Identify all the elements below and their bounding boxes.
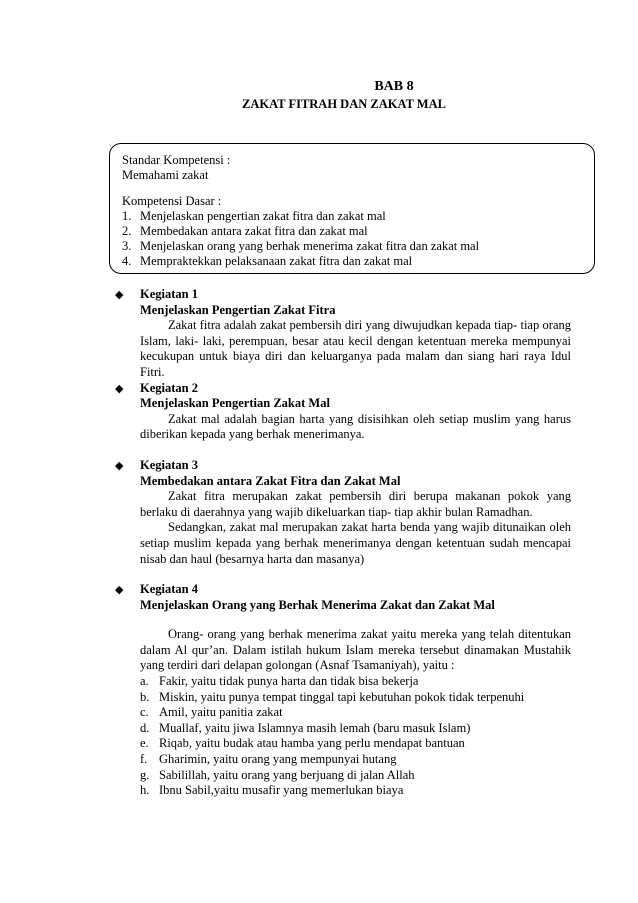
list-item xyxy=(140,690,571,706)
item-text: Membedakan antara zakat fitra dan zakat mal xyxy=(140,224,368,238)
item-text: Fakir, yaitu tidak punya harta dan tidak bisa bekerja xyxy=(159,674,419,689)
list-item xyxy=(140,752,571,768)
item-text: Mempraktekkan pelaksanaan zakat fitra dan zakat mal xyxy=(140,254,413,268)
item-number: 2. xyxy=(122,224,132,238)
activity-title: Kegiatan 3 xyxy=(140,457,198,472)
activity-3 xyxy=(115,458,571,567)
activity-subtitle: Menjelaskan Pengertian Zakat Mal xyxy=(140,396,330,411)
standard-competency-label: Standar Kompetensi : xyxy=(122,153,231,167)
item-text: Amil, yaitu panitia zakat xyxy=(159,705,283,720)
item-number: 1. xyxy=(122,209,132,223)
activities-content xyxy=(115,287,571,799)
activity-1 xyxy=(115,287,571,381)
list-item xyxy=(122,224,582,239)
activity-paragraph: Zakat fitra adalah zakat pembersih diri yang diwujudkan kepada tiap- tiap orang Islam, laki- laki, perempuan, besar atau kecil dengan ketentuan mereka mempunyai kecukupan untuk biaya diri dan keluarganya pada malam dan siang hari raya Idul Fitri. xyxy=(140,318,571,379)
list-item xyxy=(140,783,571,799)
basic-competency-label: Kompetensi Dasar : xyxy=(122,194,222,208)
activity-paragraph: Sedangkan, zakat mal merupakan zakat harta benda yang wajib ditunaikan oleh setiap muslim kepada yang berhak menerimanya dengan ketentuan sudah mencapai nisab dan haul (besarnya harta dan masanya) xyxy=(140,520,571,566)
list-item xyxy=(140,721,571,737)
activity-paragraph: Zakat mal adalah bagian harta yang disisihkan oleh setiap muslim yang harus diberikan kepada yang berhak menerimanya. xyxy=(140,411,571,442)
activity-title: Kegiatan 2 xyxy=(140,380,198,395)
diamond-bullet-icon: ◆ xyxy=(115,382,124,395)
item-text: Muallaf, yaitu jiwa Islamnya masih lemah (baru masuk Islam) xyxy=(159,720,471,735)
basic-competency-list xyxy=(122,209,582,269)
item-text: Menjelaskan pengertian zakat fitra dan zakat mal xyxy=(140,209,386,223)
activity-title: Kegiatan 4 xyxy=(140,582,198,597)
item-letter: b. xyxy=(140,689,150,704)
diamond-bullet-icon: ◆ xyxy=(115,459,124,472)
activity-subtitle: Menjelaskan Pengertian Zakat Fitra xyxy=(140,302,336,317)
standard-competency-value: Memahami zakat xyxy=(122,168,209,182)
item-text: Gharimin, yaitu orang yang mempunyai hutang xyxy=(159,752,397,767)
item-text: Sabilillah, yaitu orang yang berjuang di jalan Allah xyxy=(159,767,415,782)
item-letter: f. xyxy=(140,752,148,767)
item-number: 3. xyxy=(122,239,132,253)
item-text: Menjelaskan orang yang berhak menerima zakat fitra dan zakat mal xyxy=(140,239,480,253)
mustahik-list xyxy=(140,674,571,799)
item-text: Miskin, yaitu punya tempat tinggal tapi kebutuhan pokok tidak terpenuhi xyxy=(159,689,525,704)
item-letter: d. xyxy=(140,720,150,735)
item-letter: h. xyxy=(140,783,150,798)
activity-paragraph: Zakat fitra merupakan zakat pembersih diri berupa makanan pokok yang berlaku di daerahnya yang wajib dikeluarkan tiap- tiap akhir bulan Ramadhan. xyxy=(140,489,571,519)
competency-box xyxy=(109,143,595,274)
list-item xyxy=(140,674,571,690)
item-number: 4. xyxy=(122,254,132,268)
chapter-heading: BAB 8 xyxy=(374,79,414,94)
activity-paragraph: Orang- orang yang berhak menerima zakat yaitu mereka yang telah ditentukan dalam Al qur’an. Dalam istilah hukum Islam mereka tersebut dinamakan Mustahik yang terdiri dari delapan golongan (Asnaf Tsamaniyah), yaitu : xyxy=(140,627,571,673)
activity-2 xyxy=(115,381,571,443)
activity-subtitle: Membedakan antara Zakat Fitra dan Zakat Mal xyxy=(140,473,401,488)
item-letter: c. xyxy=(140,705,149,720)
list-item xyxy=(122,254,582,269)
chapter-title: ZAKAT FITRAH DAN ZAKAT MAL xyxy=(242,97,446,111)
activity-title: Kegiatan 1 xyxy=(140,287,198,301)
item-letter: e. xyxy=(140,736,149,751)
list-item xyxy=(140,705,571,721)
list-item xyxy=(140,768,571,784)
item-letter: g. xyxy=(140,767,150,782)
list-item xyxy=(140,736,571,752)
activity-subtitle: Menjelaskan Orang yang Berhak Menerima Zakat dan Zakat Mal xyxy=(140,597,495,612)
list-item xyxy=(122,209,582,224)
item-text: Ibnu Sabil,yaitu musafir yang memerlukan biaya xyxy=(159,783,404,798)
diamond-bullet-icon: ◆ xyxy=(115,289,124,301)
activity-4 xyxy=(115,582,571,799)
item-letter: a. xyxy=(140,674,149,689)
diamond-bullet-icon: ◆ xyxy=(115,584,124,597)
list-item xyxy=(122,239,582,254)
item-text: Riqab, yaitu budak atau hamba yang perlu mendapat bantuan xyxy=(159,736,465,751)
